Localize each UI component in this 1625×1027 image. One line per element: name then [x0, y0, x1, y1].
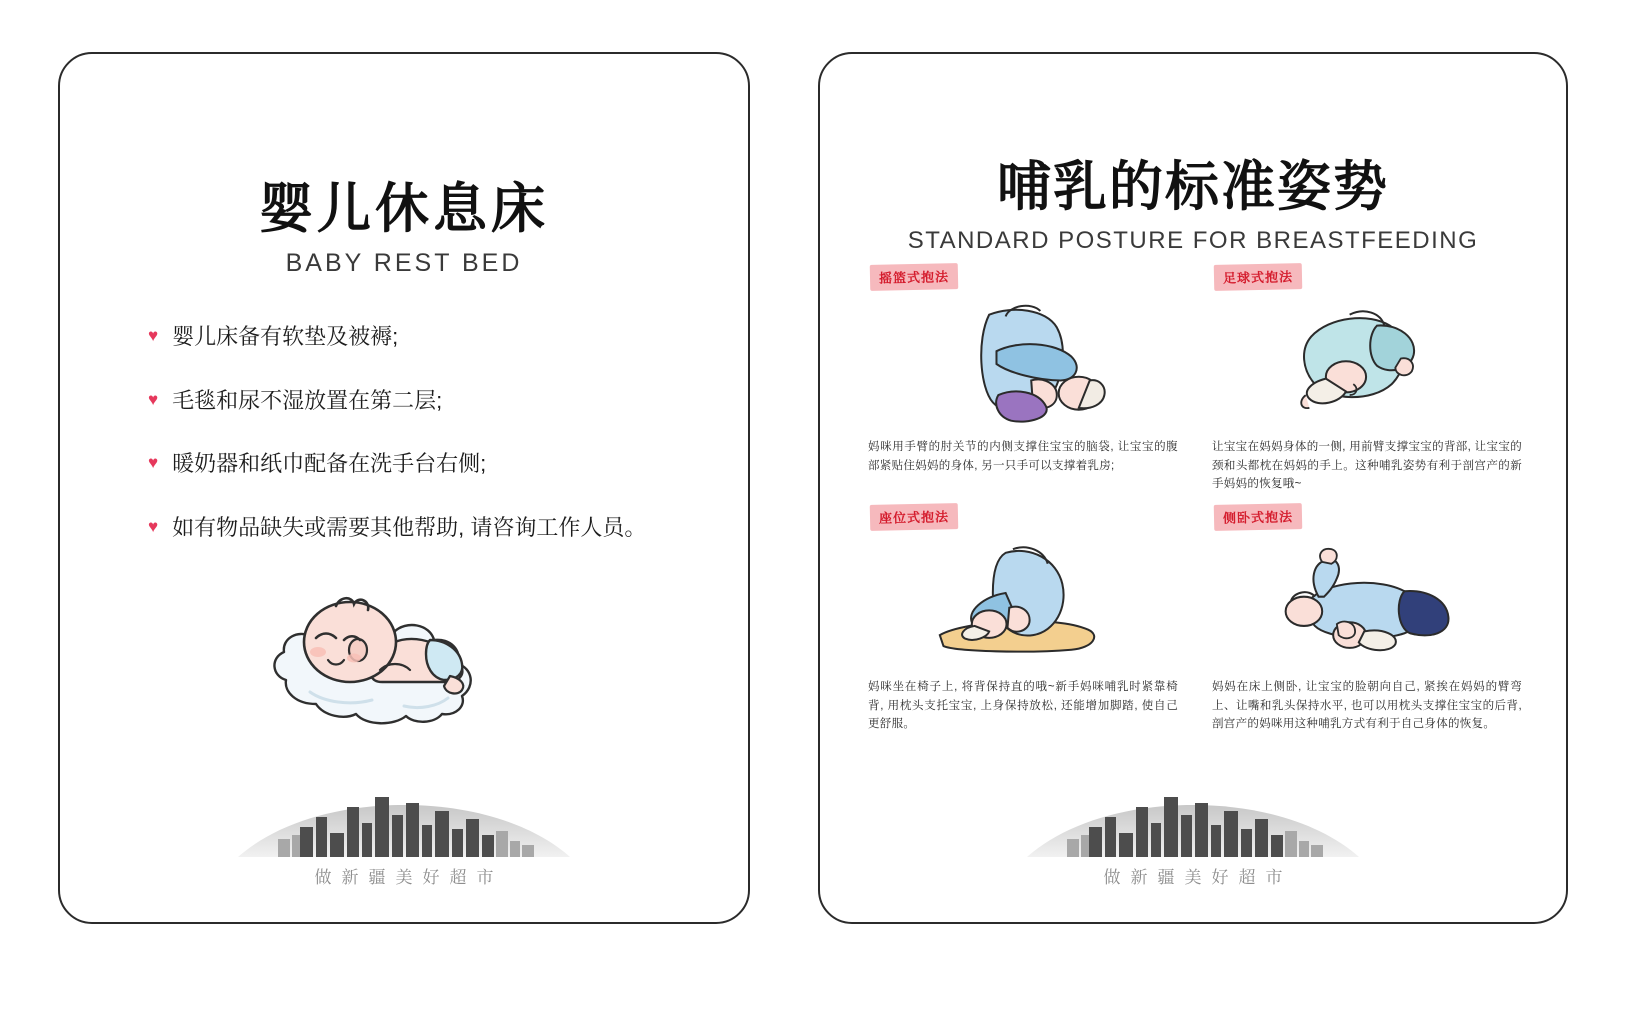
- page-title-en: BABY REST BED: [285, 249, 523, 277]
- list-item: [148, 322, 708, 352]
- football-hold-illustration-icon: [1206, 294, 1528, 428]
- list-item-label: 暖奶器和纸巾配备在洗手台右侧;: [172, 451, 487, 477]
- posture-caption: 让宝宝在妈妈身体的一侧, 用前臂支撑宝宝的背部, 让宝宝的颈和头都枕在妈妈的手上。这种哺乳姿势有利于剖宫产的新手妈妈的恢复哦~: [1212, 441, 1522, 491]
- heart-icon: ♥: [148, 326, 159, 345]
- heart-icon: ♥: [148, 453, 159, 473]
- list-item: [148, 449, 708, 479]
- page-title-cn: 婴儿休息床: [259, 179, 549, 239]
- list-item-label: 毛毯和尿不湿放置在第二层;: [172, 387, 443, 413]
- posture-tag: 座位式抱法: [870, 503, 959, 531]
- baby-rest-bed-panel: [58, 52, 750, 924]
- list-item-label: 婴儿床备有软垫及被褥;: [172, 324, 399, 349]
- seated-hold-illustration-icon: [862, 534, 1184, 668]
- left-title-block: [60, 166, 748, 278]
- posture-item-seated: [862, 504, 1184, 734]
- posture-item-cradle: [862, 264, 1184, 494]
- footer-slogan: 做新疆美好超市: [1103, 868, 1293, 887]
- heart-icon: ♥: [148, 389, 159, 409]
- sleeping-baby-on-cloud-icon: [254, 554, 554, 744]
- posture-grid: [862, 264, 1528, 734]
- right-title-block: [820, 144, 1566, 255]
- list-item: [148, 513, 708, 543]
- posture-caption: 妈咪坐在椅子上, 将背保持直的哦~新手妈咪哺乳时紧靠椅背, 用枕头支托宝宝, 上身保持放松, 还能增加脚踏, 使自己更舒服。: [868, 680, 1178, 731]
- page-title-en: STANDARD POSTURE FOR BREASTFEEDING: [907, 227, 1479, 254]
- instruction-list: [148, 322, 708, 577]
- posture-item-football: [1206, 264, 1528, 494]
- left-footer: [60, 777, 748, 888]
- footer-slogan: 做新疆美好超市: [314, 868, 504, 887]
- right-footer: [820, 777, 1566, 888]
- posture-tag: 侧卧式抱法: [1214, 503, 1303, 531]
- list-item-label: 如有物品缺失或需要其他帮助, 请咨询工作人员。: [172, 515, 647, 541]
- city-skyline-icon: [234, 777, 574, 859]
- posture-item-side-lying: [1206, 504, 1528, 734]
- cradle-hold-illustration-icon: [862, 294, 1184, 428]
- posture-caption: 妈咪用手臂的肘关节的内侧支撑住宝宝的脑袋, 让宝宝的腹部紧贴住妈妈的身体, 另一只手可以支撑着乳房;: [868, 441, 1178, 472]
- city-skyline-icon: [1023, 777, 1363, 859]
- list-item: [148, 386, 708, 416]
- posture-tag: 足球式抱法: [1214, 263, 1303, 291]
- breastfeeding-posture-panel: [818, 52, 1568, 924]
- heart-icon: ♥: [148, 517, 159, 537]
- page-title-cn: 哺乳的标准姿势: [997, 157, 1389, 217]
- side-lying-hold-illustration-icon: [1206, 534, 1528, 668]
- posture-tag: 摇篮式抱法: [870, 263, 959, 291]
- posture-caption: 妈妈在床上侧卧, 让宝宝的脸朝向自己, 紧挨在妈妈的臂弯上、让嘴和乳头保持水平, 也可以用枕头支撑住宝宝的后背, 剖宫产的妈咪用这种哺乳方式有利于自己身体的恢复。: [1212, 680, 1522, 731]
